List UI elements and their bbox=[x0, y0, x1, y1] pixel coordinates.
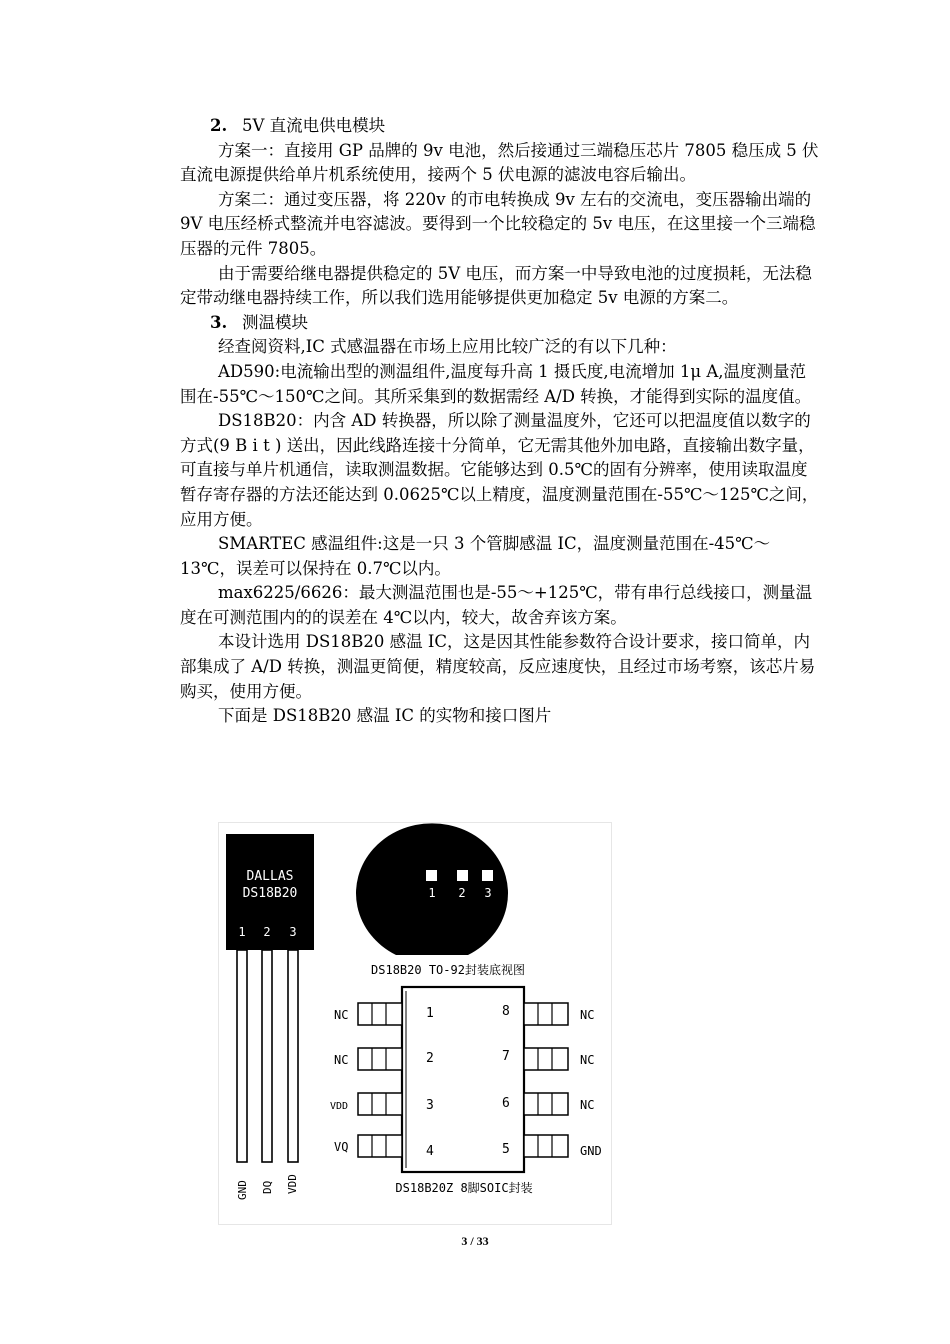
section-heading bbox=[180, 114, 820, 139]
section-heading bbox=[180, 311, 820, 336]
paragraph: 由于需要给继电器提供稳定的 5V 电压，而方案一中导致电池的过度损耗，无法稳定带动继电器持续工作，所以我们选用能够提供更加稳定 5v 电源的方案二。 bbox=[180, 263, 812, 308]
soic-right-pin-label: NC bbox=[580, 1053, 595, 1067]
section-title: 5V 直流电供电模块 bbox=[242, 116, 386, 135]
soic-pin-pad bbox=[358, 1003, 402, 1025]
soic-left-pin-label: VDD bbox=[330, 1101, 349, 1112]
bottom-view-pin-number: 3 bbox=[484, 886, 492, 900]
to92-pin-number: 2 bbox=[263, 925, 271, 939]
bottom-view-pin-number: 2 bbox=[458, 886, 466, 900]
soic-right-pin-label: GND bbox=[580, 1144, 602, 1158]
to92-lead-label: GND bbox=[236, 1180, 249, 1200]
to92-lead bbox=[262, 950, 272, 1162]
paragraph: SMARTEC 感温组件:这是一只 3 个管脚感温 IC，温度测量范围在-45℃～ 13℃，误差可以保持在 0.7℃以内。 bbox=[180, 534, 771, 578]
to92-model-label: DS18B20 bbox=[242, 886, 298, 901]
bottom-view-caption: DS18B20 TO-92封装底视图 bbox=[371, 963, 525, 977]
to92-pin-number: 1 bbox=[238, 925, 246, 939]
soic-pin-number: 2 bbox=[426, 1051, 434, 1066]
paragraph: 经查阅资料,IC 式感温器在市场上应用比较广泛的有以下几种： bbox=[218, 337, 677, 357]
section-number: 3. bbox=[210, 312, 228, 332]
paragraph: 下面是 DS18B20 感温 IC 的实物和接口图片 bbox=[218, 706, 552, 726]
to92-lead-label: VDD bbox=[286, 1174, 299, 1194]
bottom-view-pin-number: 1 bbox=[428, 886, 436, 900]
soic-pin-number: 5 bbox=[502, 1142, 510, 1157]
soic-pin-number: 3 bbox=[426, 1098, 434, 1113]
paragraph: max6225/6626：最大测温范围也是-55～+125℃，带有串行总线接口，测量温度在可测范围内的的误差在 4℃以内，较大，故舍弃该方案。 bbox=[180, 583, 813, 627]
soic-pin-number: 8 bbox=[502, 1004, 510, 1019]
soic-right-pin-label: NC bbox=[580, 1008, 595, 1022]
page-number: 3 / 33 bbox=[461, 1234, 489, 1248]
soic-pin-pad bbox=[358, 1093, 402, 1115]
soic-pin-number: 1 bbox=[426, 1006, 434, 1021]
section-title: 测温模块 bbox=[242, 312, 308, 332]
soic-pin-pad bbox=[358, 1135, 402, 1157]
soic-pin-pad bbox=[524, 1048, 568, 1070]
to92-lead-label: DQ bbox=[261, 1180, 274, 1194]
to92-lead bbox=[237, 950, 247, 1162]
paragraph: DS18B20：内含 AD 转换器，所以除了测量温度外，它还可以把温度值以数字的方式(9 B i t ) 送出，因此线路连接十分简单，它无需其他外加电路，直接输出数字量，可直接与单片机通信，读取测温数据。它能够达到 0.5℃的固有分辨率，使用读取温度暂存寄存器的方法还能达到 0.0625℃以上精度，温度测量范围在-55℃～125℃之间，应用方便。 bbox=[180, 411, 819, 529]
soic-caption: DS18B20Z 8脚SOIC封装 bbox=[395, 1181, 533, 1195]
soic-pin-number: 6 bbox=[502, 1096, 510, 1111]
soic-left-pin-label: NC bbox=[334, 1008, 349, 1022]
paragraph: 方案一：直接用 GP 品牌的 9v 电池，然后接通过三端稳压芯片 7805 稳压成 5 伏直流电源提供给单片机系统使用，接两个 5 伏电源的滤波电容后输出。 bbox=[180, 140, 819, 185]
to92-pin-number: 3 bbox=[289, 925, 297, 939]
soic-pin-pad bbox=[524, 1003, 568, 1025]
to92-lead bbox=[288, 950, 298, 1162]
soic-pin-number: 7 bbox=[502, 1049, 510, 1064]
body-text bbox=[180, 114, 820, 729]
soic-pin-pad bbox=[524, 1135, 568, 1157]
soic-pin-pad bbox=[358, 1048, 402, 1070]
bottom-view-pad bbox=[457, 870, 468, 881]
soic-pin-pad bbox=[524, 1093, 568, 1115]
paragraph: 本设计选用 DS18B20 感温 IC，这是因其性能参数符合设计要求，接口简单，内部集成了 A/D 转换，测温更简便，精度较高，反应速度快，且经过市场考察，该芯片易购买，使用方便。 bbox=[180, 632, 816, 701]
package-diagram bbox=[218, 822, 612, 1225]
soic-pin-number: 4 bbox=[426, 1144, 434, 1159]
soic-right-pin-label: NC bbox=[580, 1098, 595, 1112]
soic-left-pin-label: VQ bbox=[334, 1140, 349, 1154]
paragraph: 方案二：通过变压器，将 220v 的市电转换成 9v 左右的交流电，变压器输出端的 9V 电压经桥式整流并电容滤波。要得到一个比较稳定的 5v 电压，在这里接一个三端稳压器的元件 7805。 bbox=[180, 189, 816, 258]
section-number: 2. bbox=[210, 116, 228, 135]
soic-left-pin-label: NC bbox=[334, 1053, 349, 1067]
bottom-view-pad bbox=[426, 870, 437, 881]
to92-brand-label: DALLAS bbox=[246, 869, 294, 884]
paragraph: AD590:电流输出型的测温组件,温度每升高 1 摄氏度,电流增加 1μ A,温度测量范围在-55℃～150℃之间。其所采集到的数据需经 A/D 转换，才能得到实际的温度值。 bbox=[180, 361, 812, 406]
ds18b20-package-figure bbox=[218, 822, 612, 1225]
bottom-view-pad bbox=[482, 870, 493, 881]
